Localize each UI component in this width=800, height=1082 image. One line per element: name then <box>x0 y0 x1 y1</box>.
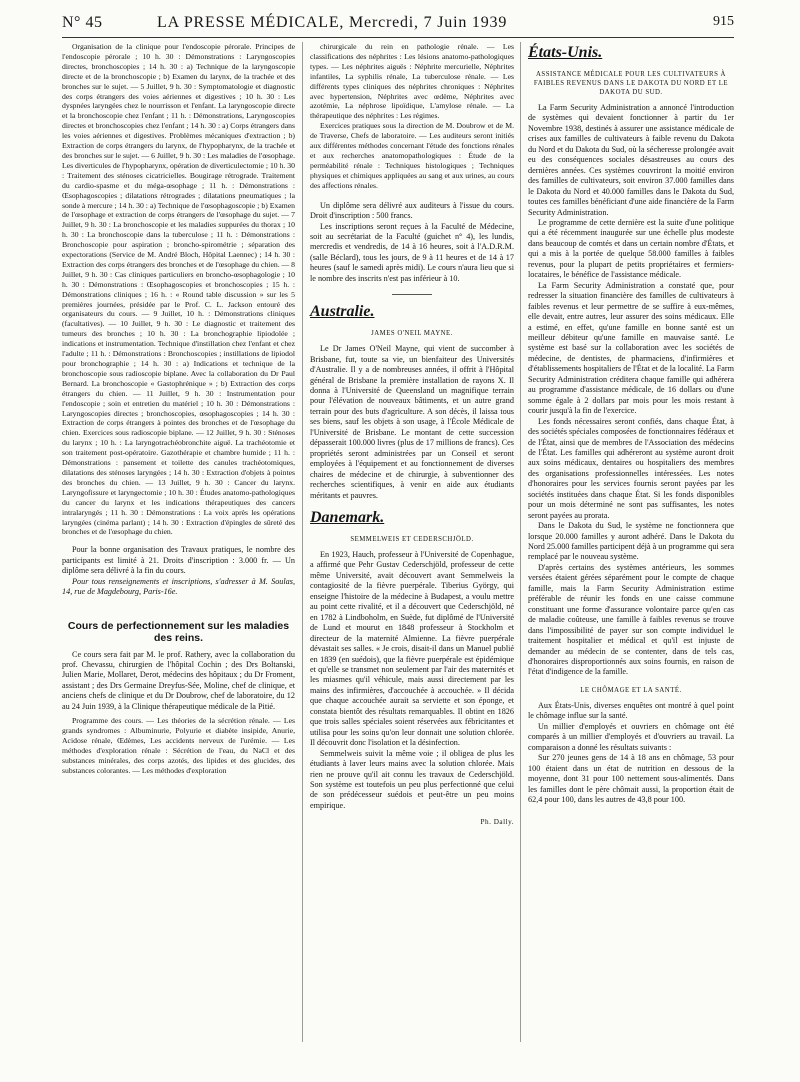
usa-subheading: ASSISTANCE MÉDICALE POUR LES CULTIVATEURS À FAIBLES REVENUS DANS LE DAKOTA DU NORD ET LE DAKOTA DU SUD. <box>533 71 729 96</box>
usa-paragraph-5: Dans le Dakota du Sud, le système ne fonctionnera que lorsque 20.000 familles y auront adhéré. Dans le Dakota du Nord 25.000 familles participent déjà à un programme qui sera remplacé par le nouveau système. <box>528 521 734 562</box>
denmark-paragraph-2: Semmelweis suivit la même voie ; il obligea de plus les étudiants à laver leurs mains avec la solution chlorée. Mais rien ne prouve qu'il ait connu les travaux de Cederschjöld. Son système est toutefois un peu plus perfectionné que celui de son prédécesseur suédois et peut-être un peu moins empirique. <box>310 748 514 810</box>
denmark-paragraph-1: En 1923, Hauch, professeur à l'Université de Copenhague, a affirmé que Pehr Gustav Cederschjöld, professeur de cette même Université, avait découvert avant Semmelweis la contagiosité de la fièvre puerpérale. Tiberius György, qui enseigne l'histoire de la médecine à Budapest, a voulu mettre au point cette rivalité, et il a découvert que Cederschjöld, né en 1782 à Lindboholm, en Suède, fut diplômé de l'Université de Lund et mourut en 1848 professeur à Stockholm et directeur de la maternité Almienne. La fièvre puerpérale dévastait ses salles. « Je crois, disait-il dans un Manuel publié en 1839 (en suédois), que la fièvre puerpérale est épidémique et qu'elle se transmet non seulement par l'air des maternités et les miasmes qu'il véhicule, mais aussi directement par les mains des infirmières, d'accouchée à accouchée. » Il décida que chaque accouchée aurait sa serviette et son éponge, et constata bientôt des résultats remarquables. Il obtint en 1826 que trois salles spéciales soient réservées aux fébricitantes et utilisa pour les soins qu'on leur donnait une solution chlorée. Il découvrit donc l'isolation et la désinfection. <box>310 550 514 748</box>
masthead-title: LA PRESSE MÉDICALE, Mercredi, 7 Juin 1939 <box>157 14 508 31</box>
column-2 <box>310 42 514 828</box>
organisation-paragraph: Pour la bonne organisation des Travaux pratiques, le nombre des participants est limité à 21. Droits d'inscription : 3.000 fr. — Un diplôme sera délivré à la fin du cours. <box>62 545 295 576</box>
page-header <box>62 14 734 36</box>
kidney-course-body: Ce cours sera fait par M. le prof. Rathery, avec la collaboration du prof. Chevassu, chirurgien de l'hôpital Cochin ; des Drs Boltanski, Julien Marie, Mollaret, Derot, médecins des hôpitaux ; du Dr Froment, assistant ; des Drs Germaine Dreyfus-Sée, Moline, chef de clinique, et anciens chefs de clinique et du Dr Doubrow, chef de laboratoire, du 12 au 24 Juin 1939, à la Clinique thérapeutique médicale de la Pitié. <box>62 649 295 711</box>
kidney-course-continued: chirurgicale du rein en pathologie rénale. — Les classifications des néphrites : Les lésions anatomo-pathologiques types. — Les néphrites aiguës : Néphrite mercurielle, Néphrites infantiles, La syphilis rénale, La tuberculose rénale. — Les différents types cliniques des néphrites chroniques : Néphrites avec hypertension, Néphrites avec œdème, Néphrites avec azotémie, La néphrose lipoïdique, L'amylose rénale. — La thérapeutique des néphrites : Les régimes. <box>310 42 514 121</box>
endoscopy-course-program: Organisation de la clinique pour l'endoscopie pérorale. Principes de l'endoscopie pérorale ; 10 h. 30 : Démonstrations : Laryngoscopies directes, bronchoscopies ; 14 h. 30 : a) Technique de la laryngoscopie directe et de la bronchoscopie ; b) Examen du larynx, de la trachée et des bronches sur le sujet. — 5 Juillet, 9 h. 30 : Symptomatologie et diagnostic des corps étrangers des voies aériennes et digestives ; 10 h. 30 : Les dyspnées laryngées chez le nourrisson et l'enfant. La laryngoscopie directe et la bronchoscopie chez l'enfant ; 11 h. : Démonstrations, Laryngoscopies directes et bronchoscopies chez l'enfant ; 14 h. 30 : a) Corps étrangers dans les voies aériennes et digestives. Problèmes mécaniques d'extraction ; b) Extraction de corps étrangers du larynx, de l'hypopharynx, de la trachée et des bronches sur le sujet. — 6 Juillet, 9 h. 30 : Les maladies de l'œsophage. Les diverticules de l'hypopharynx, opération de diverticulectomie ; 10 h. 30 : Traitement des sténoses cicatricielles. Bougirage rétrograde. Traitement du cardio-spasme et du méga-œsophage ; 11 h. : Démonstrations : Œsophagoscopies ; dilatations rétrogrades ; dilatations pneumatiques ; la sonde à mercure ; 14 h. 30 : a) Technique de l'œsophagoscopie ; b) Examen de l'œsophage et extraction de corps étrangers de l'œsophage du sujet. — 7 Juillet, 9 h. 30 : La bronchoscopie et les maladies suppurées du thorax ; 10 h. 30 : La bronchoscopie dans la tuberculose ; 11 h. : Démonstrations : Bronchoscopie pour aspiration ; broncho-spirométrie ; séparation des expectorations (Service de M. André Bloch, Hôpital Laennec) ; 14 h. 30 : Extraction des corps étrangers des bronches et de l'œsophage du chien. — 8 Juillet, 9 h. 30 : Cas cliniques particuliers en broncho-œsophagologie ; 10 h. 30 : Démonstrations : Œsophagoscopies et bronchoscopies ; 15 h. : Démonstrations cliniques ; 16 h. : « Round table discussion » sur les 5 premières journées, présidée par le Prof. C. L. Jackson entouré des organisateurs du cours. — 9 Juillet, 10 h. : Démonstrations cliniques (facultatives). — 10 Juillet, 9 h. 30 : Le diagnostic et traitement des tumeurs des bronches ; 10 h. 30 : La bronchographie lipiodolée ; indications et instrumentation. Technique d'instillation chez l'enfant et chez l'adulte ; 11 h. : Démonstrations : Bronchoscopies ; instillations de lipiodol pour bronchographie ; 14 h. 30 : a) Indications et technique de la bronchoscopie sous radioscopie biplane. Avec la collaboration du Dr Paul Bernard. La bronchoscopie « Gastophrénique » ; b) Extraction des corps étrangers du chien. — 11 Juillet, 9 h. 30 : Instrumentation pour l'endoscopie ; soin et entretien du matériel ; 10 h. 30 : Démonstrations : Laryngoscopies directes ; bronchoscopies, œsophagoscopies ; 14 h. 30 : Extraction de corps étrangers à pointes des bronches et de l'œsophage du chien. Exercices sous radioscopie biplane. — 12 Juillet, 9 h. 30 : Sténoses du larynx ; 10 h. : La laryngotrachéobronchite aiguë. La trachéotomie et son traitement post-opératoire. Gazothérapie et chambre humide ; 11 h. : Démonstrations : pansement et toilette des canules trachéotomiques, dilatations des sténoses laryngées ; 14 h. 30 : Extraction d'objets à pointes des bronches du chien. — 13 Juillet, 9 h. 30 : Cancer du larynx. Laryngofissure et laryngectomie ; 10 h. 30 : Études anatomo-pathologiques du cancer du larynx et les indications thérapeutiques des cancers intralaryngés ; 11 h. 30 : Démonstrations : La voix après les opérations laryngées (cinéma parlant) ; 14 h. 30 : Extraction d'épingles de sûreté des bronches et de l'œsophage du chien. <box>62 42 296 537</box>
usa-heading: États-Unis. <box>528 44 603 61</box>
unemployment-paragraph-3: Sur 270 jeunes gens de 14 à 18 ans en chômage, 53 pour 100 étaient dans un état de nutrition en dessous de la moyenne, dont 31 pour 100 nettement sous-alimentés. Dans les familles dont le père chômait aussi, la proportion était de 62,4 pour 100, dans les autres de 43,8 pour 100. <box>528 753 734 804</box>
usa-paragraph-3: La Farm Security Administration a constaté que, pour redresser la situation financière des familles de cultivateurs à faibles revenus et leur permettre de se suffire à eux-mêmes, elle devait, entre autres, leur assurer des soins médicaux. Elle a estimé, en effet, qu'une famille en bonne santé est un meilleur débiteur qu'une famille en mauvaise santé. Le système est basé sur la collaboration avec les sociétés de médecine, de dentistes, de pharmaciens, d'infirmières et d'établissements hospitaliers de l'État et de la localité. La Farm Security Administration créditera chaque famille qui adhérera au programme d'assistance médicale, de 16 dollars ou d'une somme égale à 2 dollars par mois pour les mois restant à courir jusqu'à la fin de l'exercice. <box>528 280 734 416</box>
usa-paragraph-2: Le programme de cette dernière est la suite d'une politique qui a été récemment inaugurée sur une échelle plus modeste dans beaucoup de comtés et dans un certain nombre d'États, et qui a mis à la portée de quelque 58.000 familles à faibles revenus, pour la plupart de petits propriétaires et fermiers-locataires, le bénéfice de l'assistance médicale. <box>528 217 734 280</box>
usa-paragraph-1: La Farm Security Administration a annoncé l'introduction de systèmes qui devaient fonctionner à partir du 1er Novembre 1938, destinés à assurer une assistance médicale de crises aux familles de cultivateurs à faible revenu du Dakota du Nord et du Dakota du Sud, où la sécheresse prolongée avait eu des conséquences sociales désastreuses au cours des dernières années. Ces systèmes couvriront la moitié environ des familles de cultivateurs, soit environ 37.000 familles dans le Dakota du Nord et 40.000 familles dans le Dakota du Sud, toutes ces familles bénéficiant d'une aide financière de la Farm Security Administration. <box>528 103 734 217</box>
australia-body: Le Dr James O'Neil Mayne, qui vient de succomber à Brisbane, fut, toute sa vie, un bienfaiteur des Universités d'Australie. Il y a de nombreuses années, il offrit à l'Hôpital général de Brisbane la première installation de rayons X. Il donna à l'Université de Queensland un magnifique terrain pour l'élévation de nouveaux bâtiments, et un autre grand terrain pour des buts d'agriculture. A son décès, il laissa tous ses biens, sauf les objets à son usage, à l'École Médicale de l'Université de Brisbane. Le montant de cette succession dépasserait 100.000 livres (plus de 17 millions de francs). Ces propriétés seront administrées par un Conseil et seront employées à l'équipement et au fonctionnement de diverses chaires de médecine et de chirurgie, à subventionner des recherches scientifiques, à venir en aide aux étudiants méritants et pauvres. <box>310 344 514 500</box>
info-paragraph: Pour tous renseignements et inscriptions, s'adresser à M. Soulas, 14, rue de Magdebourg, Paris-16e. <box>62 576 295 597</box>
australia-heading: Australie. <box>310 303 375 321</box>
denmark-heading: Danemark. <box>310 509 385 527</box>
unemployment-subheading: LE CHÔMAGE ET LA SANTÉ. <box>580 686 682 694</box>
issue-number: N° 45 <box>62 14 103 31</box>
usa-paragraph-6: D'après certains des systèmes antérieurs, les sommes versées étaient gérées séparément pour le compte de chaque famille, mais la Farm Security Administration estime préférable de réunir les fonds en une caisse commune constituant une forme d'assurance volontaire parce qu'en cas de maladie coûteuse, une famille à faibles revenus se trouve dans l'impossibilité de payer sur son compte individuel le traitement hospitalier et médical et qu'il est injuste de demander au médecin de se contenter, dans de tels cas, d'honoraires disproportionnés aux soins fournis, en raison de l'état d'indigence de la famille. <box>528 562 734 677</box>
column-3 <box>528 42 734 805</box>
kidney-course-title: Cours de perfectionnement sur les maladies des reins. <box>67 619 290 644</box>
registration-paragraph: Les inscriptions seront reçues à la Faculté de Médecine, soit au secrétariat de la Faculté (guichet n° 4), les lundis, mercredis et vendredis, de 14 à 16 heures, soit à l'A.D.R.M. (salle Béclard), tous les jours, de 9 à 11 heures et de 14 à 17 heures (sauf le samedi après midi). Le cours n'aura lieu que si le nombre des inscrits n'est pas inférieur à 10. <box>310 221 514 283</box>
kidney-course-program: Programme des cours. — Les théories de la sécrétion rénale. — Les grands syndromes : Albuminurie, Polyurie et diabète insipide, Anurie, Acidose rénale, Œdèmes, Les accidents nerveux de l'urémie. — Les méthodes d'exploration rénale : Sécrétion de l'eau, du NaCl et des substances minérales, des corps azotés, des lipides et des glucides, des substances colorantes. — Les méthodes d'exploration <box>62 716 295 775</box>
diploma-paragraph: Un diplôme sera délivré aux auditeurs à l'issue du cours. Droit d'inscription : 500 francs. <box>310 200 514 221</box>
unemployment-paragraph-1: Aux États-Unis, diverses enquêtes ont montré à quel point le chômage influe sur la santé. <box>528 700 734 721</box>
denmark-subheading: SEMMELWEIS ET CEDERSCHJÖLD. <box>350 536 474 544</box>
usa-paragraph-4: Les fonds nécessaires seront confiés, dans chaque État, à des sociétés spéciales composées de fonctionnaires fédéraux et de l'État, ainsi que de membres de l'Association des médecins de l'État. Les familles qui adhéreront au système auront droit aux soins médicaux, dentaires ou hospitaliers des membres des organisations professionnelles intéressées. Les notes d'honoraires pour les services fournis seront payées par les sociétés instituées dans chaque État. Si les fonds disponibles pour un mois déterminé ne sont pas suffisantes, les notes seront payées au prorata. <box>528 416 734 520</box>
author-signature: Ph. Dally. <box>480 818 514 827</box>
page-number: 915 <box>713 14 734 29</box>
header-rule <box>62 37 734 38</box>
australia-subheading: JAMES O'NEIL MAYNE. <box>371 330 453 338</box>
practical-exercises: Exercices pratiques sous la direction de M. Doubrow et de M. de Traverse, Chefs de laboratoire. — Les auditeurs seront initiés aux différentes méthodes concernant l'étude des fonctions rénales et aux recherches anatomopathologiques : Étude de la perméabilité rénale : Techniques histologiques ; Techniques physiques et chimiques appliquées au sang et aux urines, au cours des affections rénales. <box>310 121 514 190</box>
column-1 <box>62 42 295 776</box>
unemployment-paragraph-2: Un millier d'employés et ouvriers en chômage ont été comparés à un millier d'employés et d'ouvriers au travail. La comparaison a donné les résultats suivants : <box>528 721 734 752</box>
section-divider <box>392 294 432 295</box>
